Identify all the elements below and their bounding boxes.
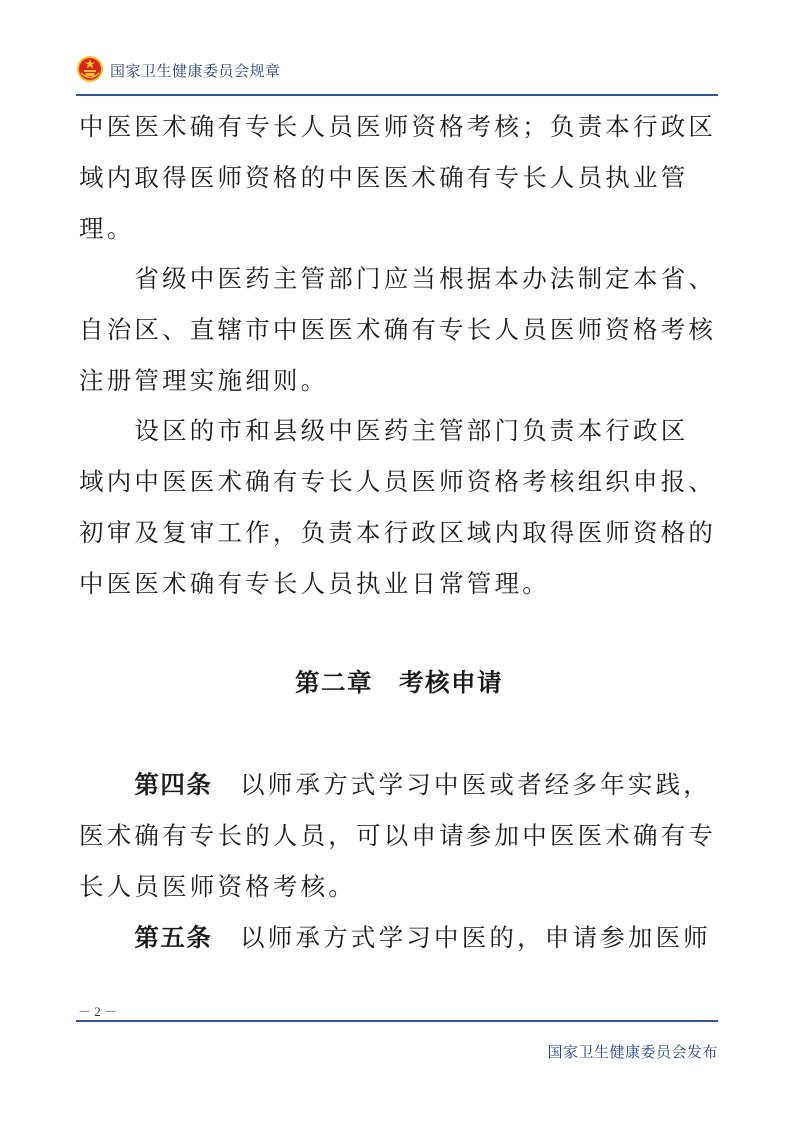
article-4 — [79, 759, 719, 912]
paragraph-line: 设区的市和县级中医药主管部门负责本行政区 — [79, 416, 689, 445]
paragraph-line: 域内中医医术确有专长人员医师资格考核组织申报、 — [79, 467, 717, 496]
paragraph-line: 医术确有专长的人员，可以申请参加中医医术确有专 — [79, 821, 717, 850]
article-label: 第四条 — [134, 770, 213, 799]
chapter-title: 第二章 考核申请 — [295, 668, 503, 697]
article-first-line — [79, 912, 719, 963]
paragraph-line: 自治区、直辖市中医医术确有专长人员医师资格考核 — [79, 315, 717, 344]
footer-publisher: 国家卫生健康委员会发布 — [547, 1043, 718, 1061]
paragraph-line: 理。 — [79, 214, 135, 243]
paragraph-line: 中医医术确有专长人员医师资格考核；负责本行政区 — [79, 112, 717, 141]
page-header — [76, 54, 718, 90]
article-label: 第五条 — [134, 923, 213, 952]
footer-divider — [76, 1020, 718, 1022]
paragraph-1 — [79, 101, 719, 254]
paragraph-line: 长人员医师资格考核。 — [79, 872, 356, 901]
paragraph-2 — [79, 253, 719, 406]
header-divider — [76, 94, 718, 96]
article-5 — [79, 912, 719, 963]
header-title: 国家卫生健康委员会规章 — [110, 62, 281, 80]
paragraph-line: 中医医术确有专长人员执业日常管理。 — [79, 569, 550, 598]
paragraph-3 — [79, 405, 719, 609]
paragraph-line: 注册管理实施细则。 — [79, 366, 329, 395]
paragraph-line: 初审及复审工作，负责本行政区域内取得医师资格的 — [79, 518, 717, 547]
paragraph-line: 省级中医药主管部门应当根据本办法制定本省、 — [79, 264, 717, 293]
page-number: － 2 － — [78, 1004, 118, 1019]
paragraph-line: 域内取得医师资格的中医医术确有专长人员执业管 — [79, 163, 689, 192]
article-first-line — [79, 759, 719, 810]
article-text: 以师承方式学习中医的，申请参加医师 — [212, 923, 712, 952]
article-text: 以师承方式学习中医或者经多年实践， — [212, 770, 712, 799]
national-emblem-icon — [76, 55, 104, 83]
